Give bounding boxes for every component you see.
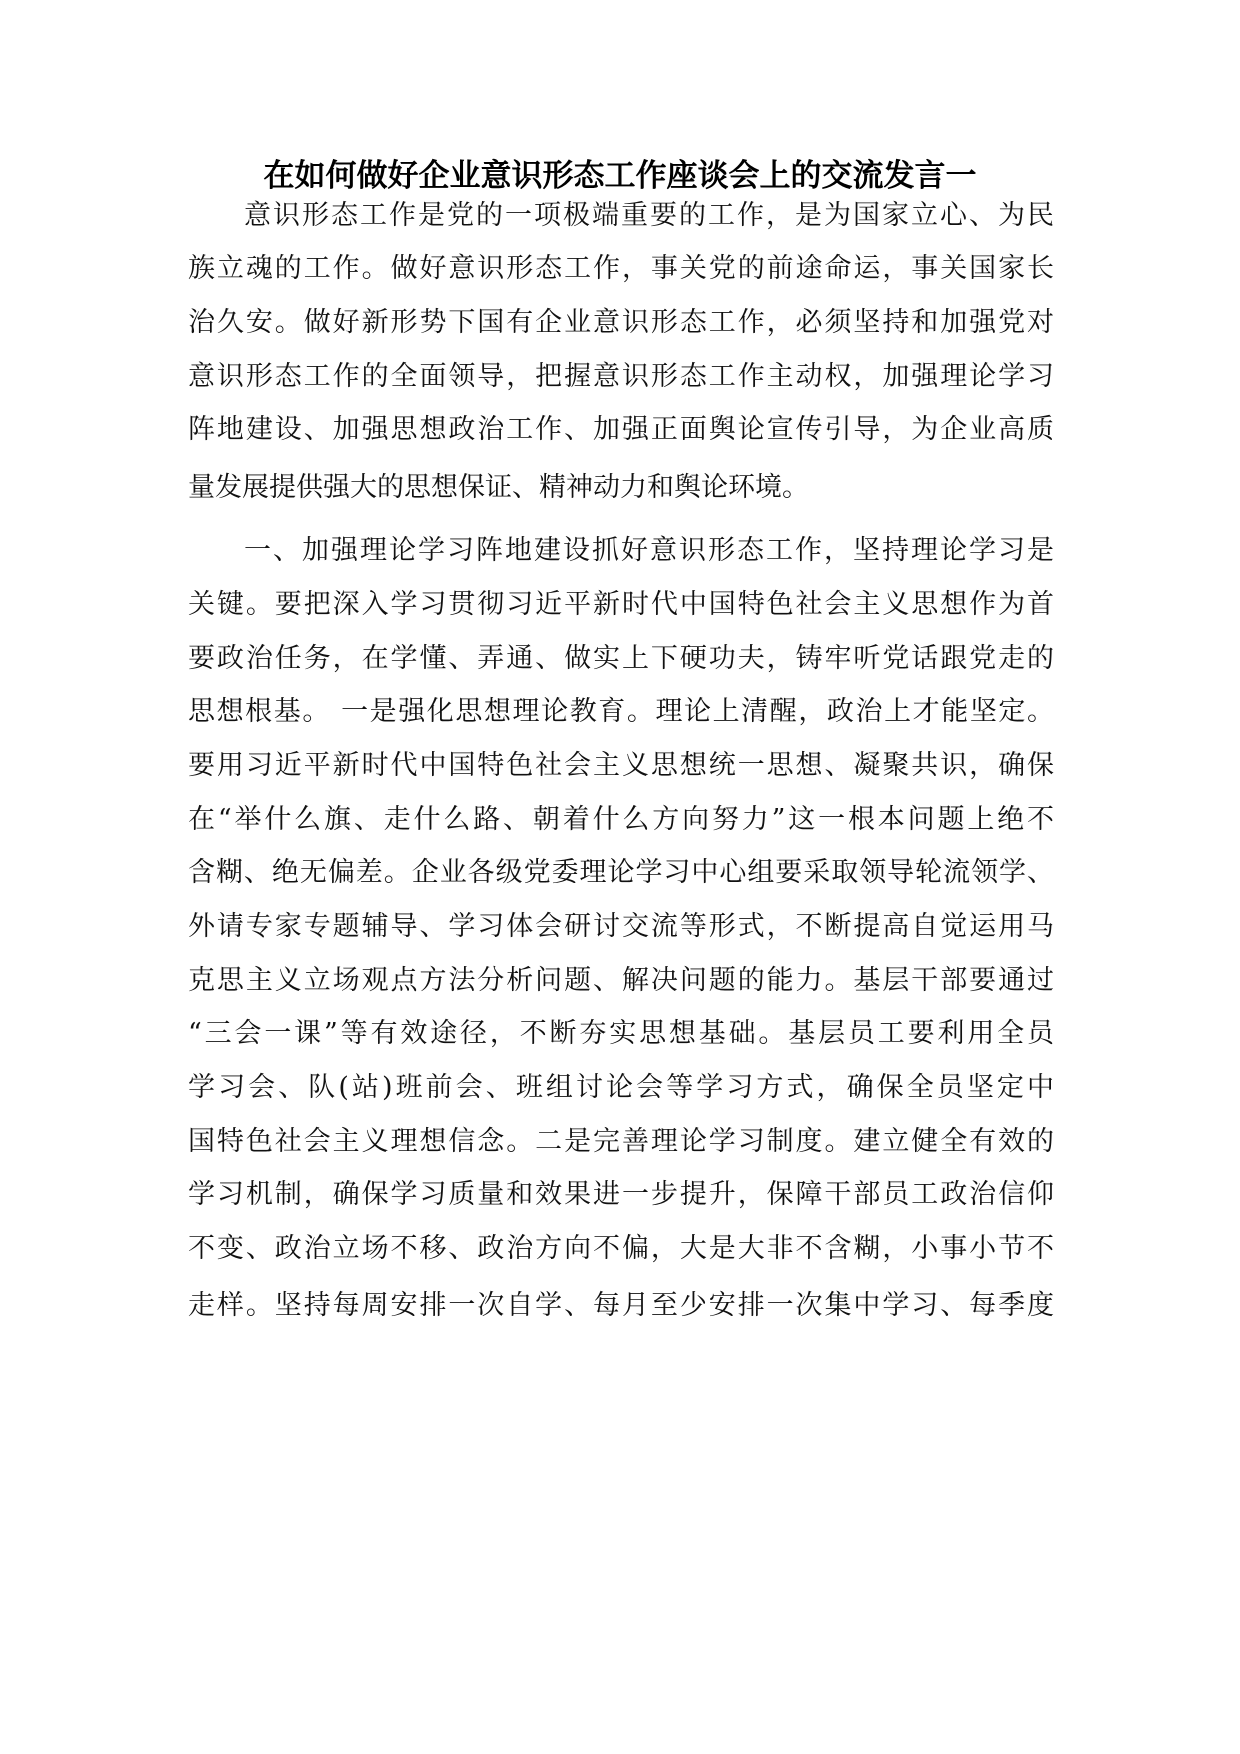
- paragraph-1-line-2: 族立魂的工作。做好意识形态工作，事关党的前途命运，事关国家长: [188, 253, 1054, 284]
- paragraph-1-line-1: 意识形态工作是党的一项极端重要的工作，是为国家立心、为民: [244, 200, 1054, 231]
- paragraph-2-line-14: 不变、政治立场不移、政治方向不偏，大是大非不含糊，小事小节不: [188, 1233, 1054, 1264]
- paragraph-2-line-3: 要政治任务，在学懂、弄通、做实上下硬功夫，铸牢听党话跟党走的: [188, 643, 1054, 674]
- paragraph-1-line-3: 治久安。做好新形势下国有企业意识形态工作，必须坚持和加强党对: [188, 307, 1054, 338]
- paragraph-2-line-7: 含糊、绝无偏差。企业各级党委理论学习中心组要采取领导轮流领学、: [188, 857, 1054, 888]
- paragraph-2-line-8: 外请专家专题辅导、学习体会研讨交流等形式，不断提高自觉运用马: [188, 911, 1054, 942]
- paragraph-2-line-11: 学习会、队(站)班前会、班组讨论会等学习方式，确保全员坚定中: [188, 1072, 1054, 1103]
- paragraph-2-line-6: 在“举什么旗、走什么路、朝着什么方向努力”这一根本问题上绝不: [188, 804, 1054, 835]
- document-title: 在如何做好企业意识形态工作座谈会上的交流发言一: [263, 158, 977, 194]
- paragraph-1-line-4: 意识形态工作的全面领导，把握意识形态工作主动权，加强理论学习: [188, 361, 1054, 392]
- paragraph-2-line-15: 走样。坚持每周安排一次自学、每月至少安排一次集中学习、每季度: [188, 1290, 1054, 1321]
- paragraph-1-line-6: 量发展提供强大的思想保证、精神动力和舆论环境。: [188, 472, 809, 503]
- paragraph-2-line-12: 国特色社会主义理想信念。二是完善理论学习制度。建立健全有效的: [188, 1126, 1054, 1157]
- paragraph-2-line-1: 一、加强理论学习阵地建设抓好意识形态工作，坚持理论学习是: [244, 535, 1054, 566]
- paragraph-2-line-13: 学习机制，确保学习质量和效果进一步提升，保障干部员工政治信仰: [188, 1179, 1054, 1210]
- paragraph-2-line-9: 克思主义立场观点方法分析问题、解决问题的能力。基层干部要通过: [188, 965, 1054, 996]
- paragraph-2-line-5: 要用习近平新时代中国特色社会主义思想统一思想、凝聚共识，确保: [188, 750, 1054, 781]
- paragraph-2-line-4: 思想根基。 一是强化思想理论教育。理论上清醒，政治上才能坚定。: [188, 696, 1054, 727]
- paragraph-1-line-5: 阵地建设、加强思想政治工作、加强正面舆论宣传引导，为企业高质: [188, 414, 1054, 445]
- paragraph-2-line-2: 关键。要把深入学习贯彻习近平新时代中国特色社会主义思想作为首: [188, 589, 1054, 620]
- paragraph-2-line-10: “三会一课”等有效途径，不断夯实思想基础。基层员工要利用全员: [188, 1018, 1054, 1049]
